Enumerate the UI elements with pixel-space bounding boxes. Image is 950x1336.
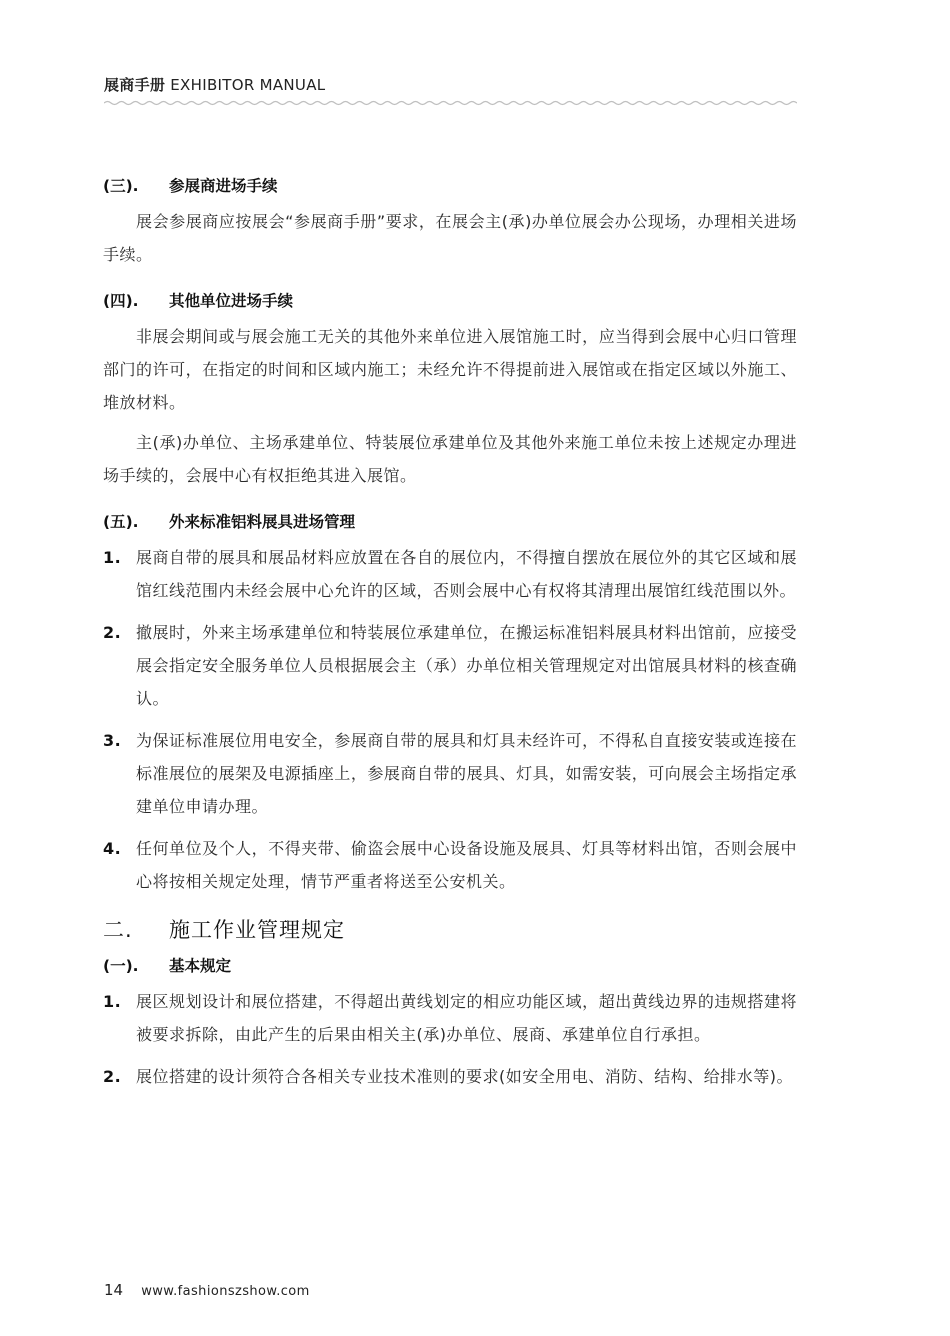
list-number: 2. xyxy=(103,1067,122,1086)
list-text: 为保证标准展位用电安全，参展商自带的展具和灯具未经许可，不得私自直接安装或连接在标准展位的展架及电源插座上，参展商自带的展具、灯具，如需安装，可向展会主场指定承建单位申请办理。 xyxy=(136,731,797,816)
page-body xyxy=(103,174,797,1102)
section-number: (三). xyxy=(103,177,139,195)
list-item xyxy=(103,832,797,898)
paragraph: 非展会期间或与展会施工无关的其他外来单位进入展馆施工时，应当得到会展中心归口管理部门的许可，在指定的时间和区域内施工；未经允许不得提前进入展馆或在指定区域以外施工、堆放材料。 xyxy=(103,327,797,412)
section-title: 参展商进场手续 xyxy=(169,177,278,195)
chapter-title: 施工作业管理规定 xyxy=(169,918,345,942)
header-wavy-rule xyxy=(104,97,797,109)
list-text: 展位搭建的设计须符合各相关专业技术准则的要求(如安全用电、消防、结构、给排水等)。 xyxy=(136,1067,793,1086)
running-header xyxy=(104,74,325,95)
chapter-heading xyxy=(103,914,797,944)
section-title: 基本规定 xyxy=(169,957,232,975)
list-item xyxy=(103,541,797,607)
section-heading xyxy=(103,174,797,196)
list-number: 4. xyxy=(103,839,122,858)
paragraph: 主(承)办单位、主场承建单位、特装展位承建单位及其他外来施工单位未按上述规定办理进场手续的，会展中心有权拒绝其进入展馆。 xyxy=(103,433,797,485)
section-title: 外来标准铝料展具进场管理 xyxy=(169,513,356,531)
section-number: (五). xyxy=(103,513,139,531)
list-number: 1. xyxy=(103,992,122,1011)
list-number: 3. xyxy=(103,731,122,750)
list-number: 2. xyxy=(103,623,122,642)
list-item xyxy=(103,985,797,1051)
list-text: 撤展时，外来主场承建单位和特装展位承建单位，在搬运标准铝料展具材料出馆前，应接受展会指定安全服务单位人员根据展会主（承）办单位相关管理规定对出馆展具材料的核查确认。 xyxy=(136,623,797,708)
header-title-cn: 展商手册 xyxy=(104,76,166,94)
list-item xyxy=(103,1060,797,1093)
section-heading xyxy=(103,954,797,976)
page-number: 14 xyxy=(104,1281,124,1299)
page-footer xyxy=(104,1281,310,1299)
list-text: 任何单位及个人，不得夹带、偷盗会展中心设备设施及展具、灯具等材料出馆，否则会展中心将按相关规定处理，情节严重者将送至公安机关。 xyxy=(136,839,797,891)
website-url[interactable]: www.fashionszshow.com xyxy=(141,1284,310,1299)
section-title: 其他单位进场手续 xyxy=(169,292,294,310)
section-heading xyxy=(103,510,797,532)
header-title-en: EXHIBITOR MANUAL xyxy=(170,76,326,94)
chapter-number: 二. xyxy=(103,918,133,942)
list-item xyxy=(103,724,797,823)
list-number: 1. xyxy=(103,548,122,567)
paragraph: 展会参展商应按展会“参展商手册”要求，在展会主(承)办单位展会办公现场，办理相关进场手续。 xyxy=(103,212,797,264)
list-text: 展区规划设计和展位搭建，不得超出黄线划定的相应功能区域，超出黄线边界的违规搭建将被要求拆除，由此产生的后果由相关主(承)办单位、展商、承建单位自行承担。 xyxy=(136,992,797,1044)
section-heading xyxy=(103,289,797,311)
list-item xyxy=(103,616,797,715)
section-number: (一). xyxy=(103,957,139,975)
section-number: (四). xyxy=(103,292,139,310)
list-text: 展商自带的展具和展品材料应放置在各自的展位内，不得擅自摆放在展位外的其它区域和展馆红线范围内未经会展中心允许的区域，否则会展中心有权将其清理出展馆红线范围以外。 xyxy=(136,548,797,600)
